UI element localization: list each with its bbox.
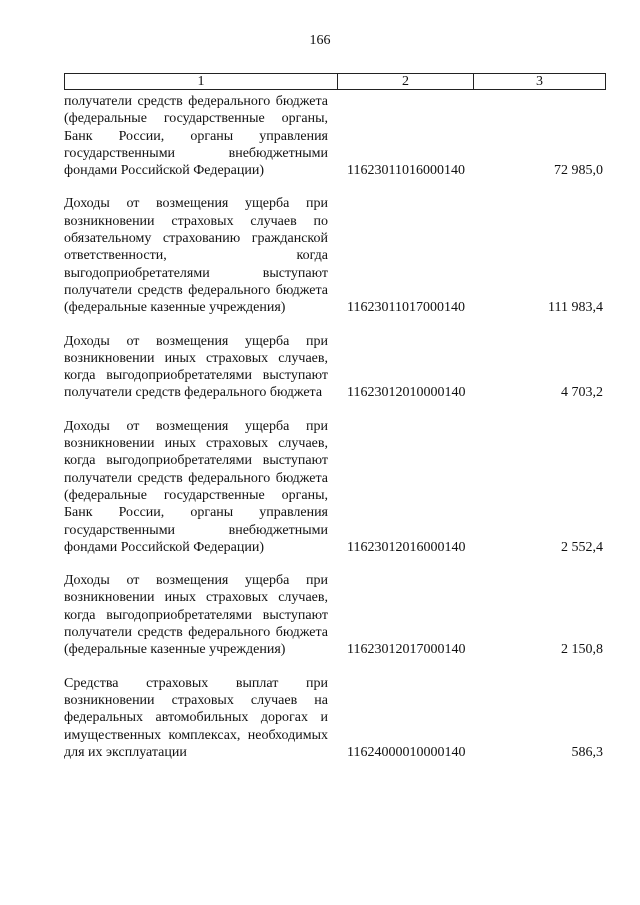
column-header-2: 2 — [338, 74, 474, 89]
row-amount: 72 985,0 — [554, 163, 603, 179]
row-amount: 2 552,4 — [561, 539, 603, 555]
table-row — [64, 333, 606, 402]
row-description: Доходы от возмещения ущерба при возникновении иных страховых случаев, когда выгодоприобретателями выступают получатели средств федерального бюджета — [64, 333, 328, 401]
page-number: 166 — [309, 33, 331, 48]
row-code: 11623011016000140 — [347, 163, 465, 179]
table-row — [64, 675, 606, 761]
row-amount: 586,3 — [571, 744, 603, 760]
row-description: получатели средств федерального бюджета (федеральные государственные органы, Банк России, органы управления государственными внебюджетными фондами Российской Федерации) — [64, 94, 328, 179]
table-row — [64, 93, 606, 179]
row-description: Средства страховых выплат при возникновении страховых случаев на федеральных автомобильных дорогах и имущественных комплексах, необходимых для их эксплуатации — [64, 675, 328, 760]
row-description: Доходы от возмещения ущерба при возникновении страховых случаев по обязательному страхованию гражданской ответственности, когда выгодоприобретателями выступают получатели средств федерального бюджета (федеральные казенные учреждения) — [64, 196, 328, 316]
table-header — [64, 73, 606, 90]
row-description: Доходы от возмещения ущерба при возникновении иных страховых случаев, когда выгодоприобретателями выступают получатели средств федерального бюджета (федеральные государственные органы, Банк России, органы управления государственными внебюджетными фондами Российской Федерации) — [64, 418, 328, 555]
row-amount: 111 983,4 — [548, 300, 603, 316]
row-amount: 2 150,8 — [561, 642, 603, 658]
row-description: Доходы от возмещения ущерба при возникновении иных страховых случаев, когда выгодоприобретателями выступают получатели средств федерального бюджета (федеральные казенные учреждения) — [64, 573, 328, 658]
row-code: 11623011017000140 — [347, 300, 465, 316]
row-code: 11623012016000140 — [347, 539, 466, 555]
table-row — [64, 572, 606, 658]
column-header-1: 1 — [65, 74, 338, 89]
row-amount: 4 703,2 — [561, 385, 603, 401]
column-header-3: 3 — [536, 74, 543, 89]
row-code: 11624000010000140 — [347, 744, 466, 760]
row-code: 11623012017000140 — [347, 642, 466, 658]
table-body — [64, 93, 606, 777]
table-row — [64, 195, 606, 316]
table-row — [64, 418, 606, 556]
row-code: 11623012010000140 — [347, 385, 466, 401]
